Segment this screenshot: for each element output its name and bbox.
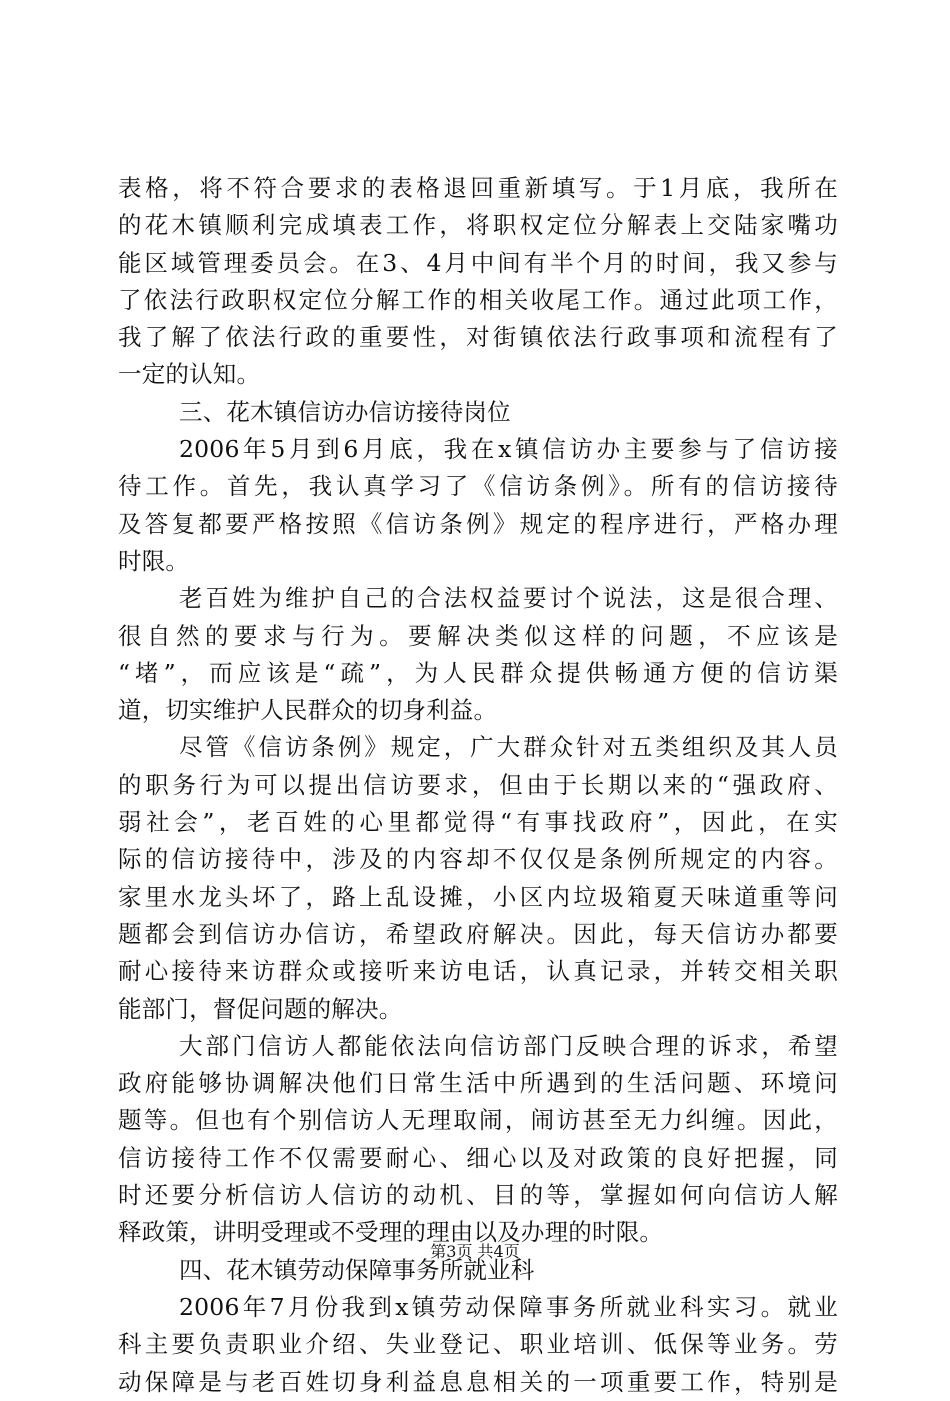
text-line: 耐心接待来访群众或接听来访电话，认真记录，并转交相关职 xyxy=(118,957,838,986)
text-line: 2006年7月份我到x镇劳动保障事务所就业科实习。就业 xyxy=(179,1292,838,1321)
text-line: 释政策，讲明受理或不受理的理由以及办理的时限。 xyxy=(118,1218,664,1247)
text-line: 很自然的要求与行为。要解决类似这样的问题，不应该是 xyxy=(118,621,838,650)
page-footer: 第3页 共4页 xyxy=(430,1242,520,1261)
text-line: 时还要分析信访人信访的动机、目的等，掌握如何向信访人解 xyxy=(118,1181,838,1210)
text-line: 尽管《信访条例》规定，广大群众针对五类组织及其人员 xyxy=(179,733,838,762)
text-line: 的职务行为可以提出信访要求，但由于长期以来的“强政府、 xyxy=(118,770,838,799)
text-line: 及答复都要严格按照《信访条例》规定的程序进行，严格办理 xyxy=(118,509,838,538)
text-line: 家里水龙头坏了，路上乱设摊，小区内垃圾箱夏天味道重等问 xyxy=(118,882,838,911)
text-line: 政府能够协调解决他们日常生活中所遇到的生活问题、环境问 xyxy=(118,1069,838,1098)
text-line: 一定的认知。 xyxy=(118,360,261,389)
text-line: 题等。但也有个别信访人无理取闹，闹访甚至无力纠缠。因此， xyxy=(118,1106,838,1135)
text-line: 能部门，督促问题的解决。 xyxy=(118,994,403,1023)
text-line: 待工作。首先，我认真学习了《信访条例》。所有的信访接待 xyxy=(118,472,838,501)
text-line: 表格，将不符合要求的表格退回重新填写。于1月底，我所在 xyxy=(118,174,838,202)
text-line: 道，切实维护人民群众的切身利益。 xyxy=(118,696,498,725)
text-line: 能区域管理委员会。在3、4月中间有半个月的时间，我又参与 xyxy=(118,248,838,277)
text-line: 大部门信访人都能依法向信访部门反映合理的诉求，希望 xyxy=(179,1031,838,1060)
text-line: 科主要负责职业介绍、失业登记、职业培训、低保等业务。劳 xyxy=(118,1330,838,1359)
text-line: 信访接待工作不仅需要耐心、细心以及对政策的良好把握，同 xyxy=(118,1143,838,1172)
text-line: 弱社会”，老百姓的心里都觉得“有事找政府”，因此，在实 xyxy=(118,808,838,837)
text-line: 了依法行政职权定位分解工作的相关收尾工作。通过此项工作， xyxy=(118,285,838,314)
text-line: 2006年5月到6月底，我在x镇信访办主要参与了信访接 xyxy=(179,435,838,464)
text-line: 题都会到信访办信访，希望政府解决。因此，每天信访办都要 xyxy=(118,919,838,948)
text-line: 三、花木镇信访办信访接待岗位 xyxy=(179,397,511,426)
text-line: 老百姓为维护自己的合法权益要讨个说法，这是很合理、 xyxy=(179,584,838,613)
text-line: 四、花木镇劳动保障事务所就业科 xyxy=(179,1255,535,1284)
text-line: “堵”，而应该是“疏”，为人民群众提供畅通方便的信访渠 xyxy=(118,658,838,687)
text-line: 际的信访接待中，涉及的内容却不仅仅是条例所规定的内容。 xyxy=(118,845,838,874)
text-line: 时限。 xyxy=(118,546,190,575)
text-line: 动保障是与老百姓切身利益息息相关的一项重要工作，特别是 xyxy=(118,1367,838,1396)
text-line: 我了解了依法行政的重要性，对街镇依法行政事项和流程有了 xyxy=(118,323,838,352)
text-line: 的花木镇顺利完成填表工作，将职权定位分解表上交陆家嘴功 xyxy=(118,211,838,240)
body-text xyxy=(118,170,838,1401)
